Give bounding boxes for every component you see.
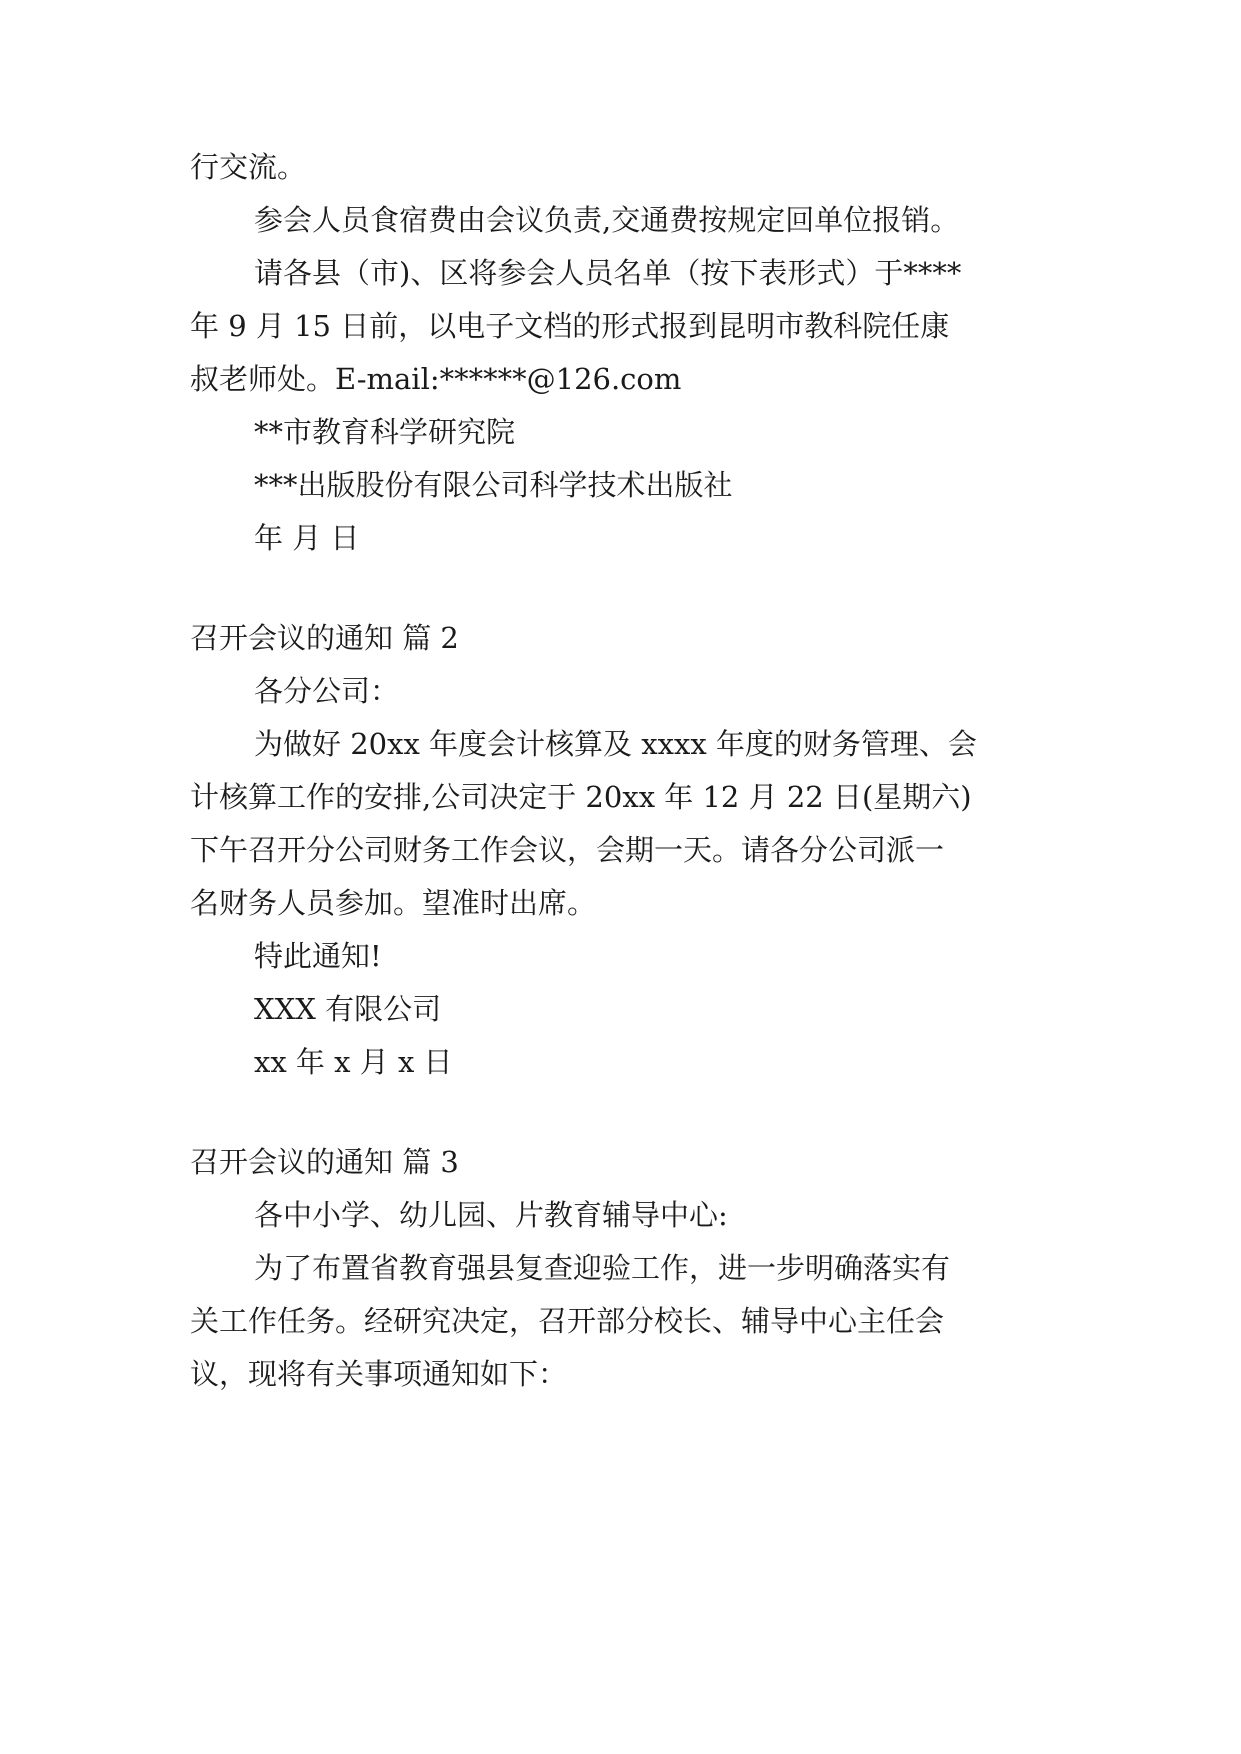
section-heading: 召开会议的通知 篇 3 (190, 1145, 459, 1179)
signature-date: xx 年 x 月 x 日 (254, 1045, 453, 1079)
paragraph-line: 关工作任务。经研究决定，召开部分校长、辅导中心主任会 (190, 1304, 945, 1338)
section-heading: 召开会议的通知 篇 2 (190, 621, 459, 655)
salutation: 各分公司： (254, 674, 400, 708)
paragraph-line: 议，现将有关事项通知如下： (190, 1357, 568, 1391)
salutation: 各中小学、幼儿园、片教育辅导中心: (254, 1198, 728, 1232)
signature-org-2: ***出版股份有限公司科学技术出版社 (254, 468, 733, 502)
paragraph-line: 请各县（市)、区将参会人员名单（按下表形式）于**** (254, 256, 962, 290)
paragraph-line: 下午召开分公司财务工作会议，会期一天。请各分公司派一 (190, 833, 945, 867)
signature-org: XXX 有限公司 (254, 992, 442, 1026)
paragraph-line: 参会人员食宿费由会议负责,交通费按规定回单位报销。 (254, 203, 960, 237)
paragraph-line: 计核算工作的安排,公司决定于 20xx 年 12 月 22 日(星期六) (190, 780, 972, 814)
signature-date: 年 月 日 (254, 521, 360, 555)
paragraph-line: 为了布置省教育强县复查迎验工作，进一步明确落实有 (254, 1251, 951, 1285)
paragraph-line: 叔老师处。E-mail:******@126.com (190, 362, 682, 396)
signature-org-1: **市教育科学研究院 (254, 415, 516, 449)
closing-line: 特此通知! (254, 939, 382, 973)
paragraph-line: 年 9 月 15 日前，以电子文档的形式报到昆明市教科院任康 (190, 309, 950, 343)
paragraph-line: 行交流。 (190, 150, 307, 184)
paragraph-line: 名财务人员参加。望准时出席。 (190, 886, 597, 920)
paragraph-line: 为做好 20xx 年度会计核算及 xxxx 年度的财务管理、会 (254, 727, 977, 761)
